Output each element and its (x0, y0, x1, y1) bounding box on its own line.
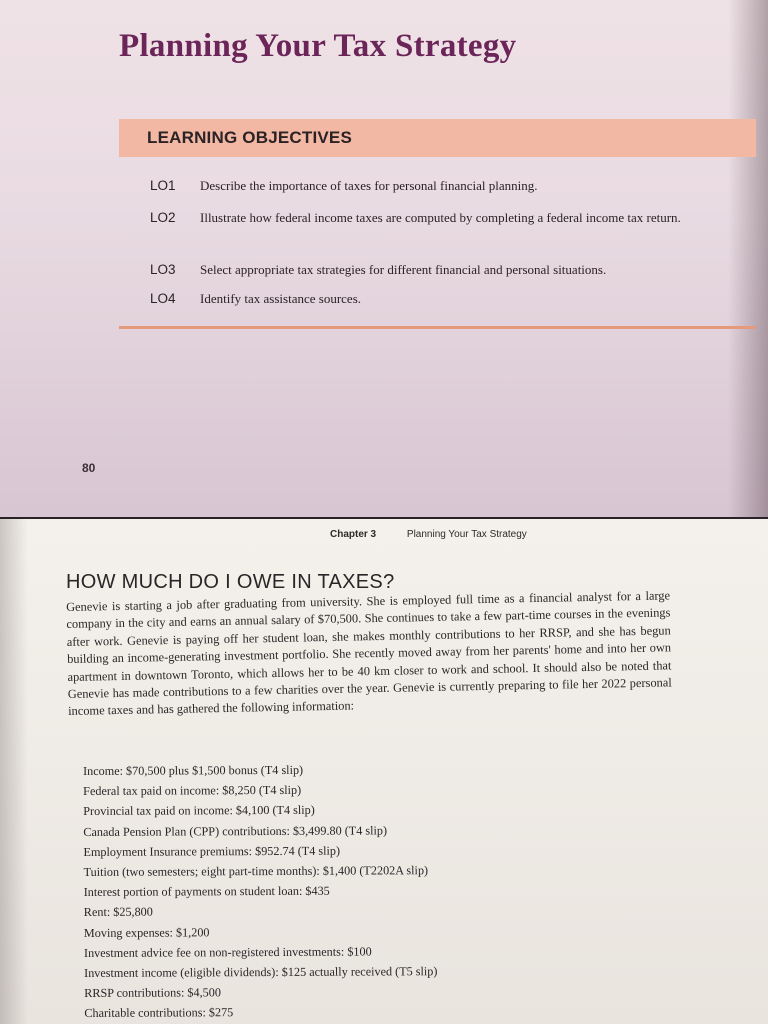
running-head (330, 529, 527, 540)
list-item: Canada Pension Plan (CPP) contributions: $3,499.80 (T4 slip) (83, 823, 388, 839)
page-gutter-shadow (0, 519, 28, 1024)
list-item: Federal tax paid on income: $8,250 (T4 slip) (83, 783, 302, 799)
learning-objectives-band (119, 119, 756, 157)
objective-text: Select appropriate tax strategies for different financial and personal situations. (200, 262, 607, 277)
list-item: Income: $70,500 plus $1,500 bonus (T4 slip) (83, 762, 304, 778)
objective-text: Identify tax assistance sources. (200, 291, 362, 306)
page-number: 80 (82, 461, 96, 475)
objective-code: LO4 (150, 291, 176, 306)
list-item: Tuition (two semesters; eight part-time months): $1,400 (T2202A slip) (83, 863, 429, 880)
chapter-title: Planning Your Tax Strategy (119, 28, 517, 64)
list-item: Charitable contributions: $275 (84, 1005, 234, 1021)
list-item: Investment advice fee on non-registered investments: $100 (83, 944, 372, 960)
objective-code: LO2 (150, 210, 176, 225)
list-item: Investment income (eligible dividends): $125 actually received (T5 slip) (84, 964, 438, 981)
list-item: Employment Insurance premiums: $952.74 (T4 slip) (83, 843, 341, 859)
list-item: Provincial tax paid on income: $4,100 (T4 slip) (83, 803, 315, 819)
objective-code: LO1 (150, 178, 176, 193)
intro-paragraph: Genevie is starting a job after graduating from university. She is employed full time as a financial analyst for a large company in the city and earns an annual salary of $70,500. She continues to take a few part-time courses in the evenings after work. Genevie is paying off her student loan, she makes monthly contributions to her RRSP, and she has begun building an income-generating investment portfolio. She recently moved away from her parents' home and into her own apartment in downtown Toronto, which allows her to be 40 km closer to work and school. It should also be noted that Genevie has made contributions to a few charities over the year. Genevie is currently preparing to file her 2022 personal income taxes and has gathered the following information: (66, 588, 672, 719)
objectives-divider (119, 326, 756, 329)
list-item: Interest portion of payments on student loan: $435 (83, 883, 330, 900)
learning-objectives-heading: LEARNING OBJECTIVES (147, 128, 352, 147)
list-item: Moving expenses: $1,200 (83, 924, 210, 940)
objective-code: LO3 (150, 262, 176, 277)
bottom-page (0, 519, 768, 1024)
tax-information-list (83, 758, 684, 1024)
objective-text: Illustrate how federal income taxes are computed by completing a federal income tax return. (200, 210, 681, 225)
objective-text: Describe the importance of taxes for personal financial planning. (200, 178, 538, 193)
list-item: Rent: $25,800 (83, 905, 153, 920)
running-head-title: Planning Your Tax Strategy (406, 529, 527, 540)
running-head-chapter: Chapter 3 (330, 529, 377, 540)
section-title: HOW MUCH DO I OWE IN TAXES? (66, 571, 395, 593)
list-item: RRSP contributions: $4,500 (84, 985, 221, 1001)
